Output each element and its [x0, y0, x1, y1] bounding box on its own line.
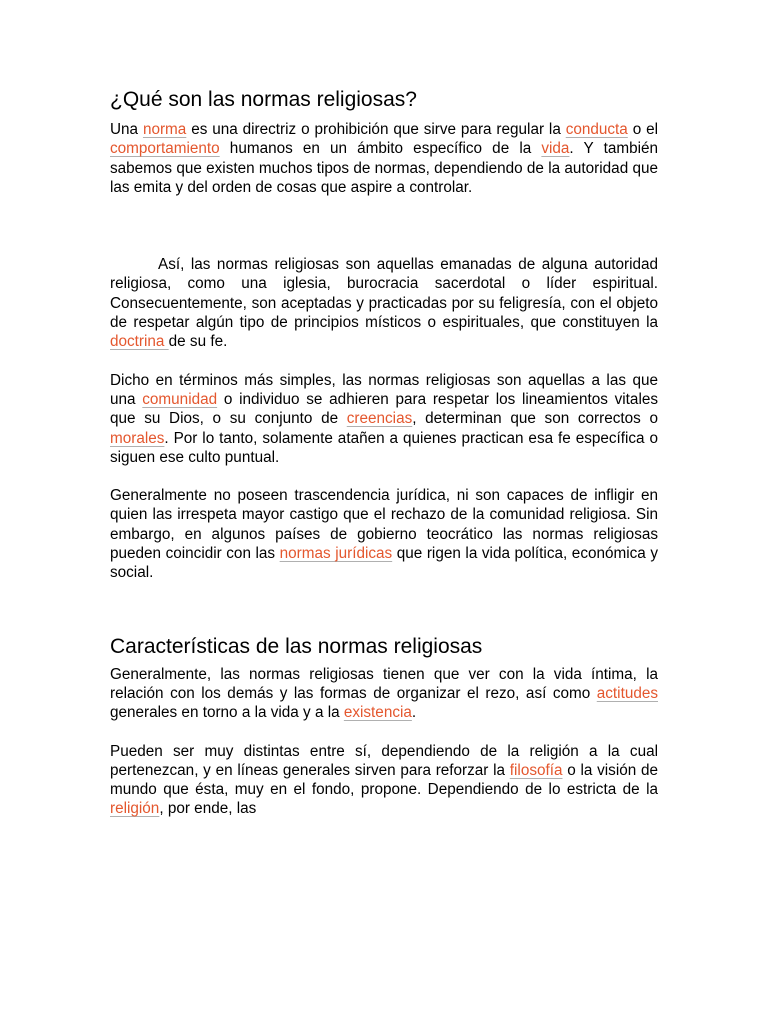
text-run: o la visión de mundo que ésta, muy en el fondo, propone. Dependiendo de lo estricta de la	[110, 761, 658, 799]
text-run: Dicho en términos más simples, las normas religiosas son aquellas a las que una	[110, 371, 658, 408]
text-run: es una directriz o prohibición que sirve para regular la	[186, 121, 566, 138]
link-existencia[interactable]: existencia	[343, 704, 412, 722]
link-doctrina[interactable]: doctrina	[110, 333, 169, 351]
document-content	[110, 86, 658, 819]
section-title-que-son: ¿Qué son las normas religiosas?	[110, 88, 417, 111]
paragraph-autoridad	[110, 255, 658, 351]
text-run: . Por lo tanto, solamente atañen a quienes practican esa fe específica o siguen ese culto puntual.	[110, 429, 658, 466]
link-normas-juridicas[interactable]: normas jurídicas	[279, 545, 393, 563]
link-filosofia[interactable]: filosofía	[509, 761, 563, 779]
link-religion[interactable]: religión	[110, 800, 160, 818]
link-morales[interactable]: morales	[110, 429, 165, 447]
text-run: Así, las normas religiosas son aquellas emanadas de alguna autoridad religiosa, como una iglesia, burocracia sacerdotal o líder espiritual. Consecuentemente, son aceptadas y practicadas por su feligresía, con el objeto de respetar algún tipo de principios místicos o espirituales, que constituyen la	[110, 256, 658, 332]
text-run: .	[411, 704, 417, 722]
link-norma[interactable]: norma	[142, 121, 187, 138]
link-comportamiento[interactable]: comportamiento	[110, 140, 220, 158]
text-run: , determinan que son correctos o	[412, 410, 658, 428]
text-run: . Y también sabemos que existen muchos tipos de normas, dependiendo de la autoridad que las emita y del orden de cosas que aspire a controlar.	[110, 140, 658, 196]
text-run: o individuo se adhieren para respetar los lineamientos vitales que su Dios, o su conjunto de	[110, 390, 658, 428]
link-comunidad[interactable]: comunidad	[142, 390, 218, 408]
text-run: , por ende, las	[159, 800, 257, 818]
text-run: que rigen la vida política, económica y social.	[110, 545, 658, 582]
paragraph-distintas	[110, 742, 658, 819]
section-title-caracteristicas: Características de las normas religiosas	[110, 634, 483, 658]
link-conducta[interactable]: conducta	[565, 121, 628, 138]
paragraph-terminos-simples	[110, 371, 658, 467]
paragraph-vida-intima	[110, 665, 658, 723]
text-run: humanos en un ámbito específico de la	[219, 140, 542, 158]
text-run: Pueden ser muy distintas entre sí, dependiendo de la religión a la cual pertenezcan, y en líneas generales sirven para reforzar la	[110, 742, 658, 779]
text-run: Generalmente no poseen trascendencia jurídica, ni son capaces de infligir en quien las irrespeta mayor castigo que el rechazo de la comunidad religiosa. Sin embargo, en algunos países de gobierno teocrático las normas religiosas pueden coincidir con las	[110, 487, 658, 563]
text-run: de su fe.	[168, 333, 228, 351]
text-run: Generalmente, las normas religiosas tienen que ver con la vida íntima, la relación con los demás y las formas de organizar el rezo, así como	[110, 665, 658, 702]
paragraph-definition	[110, 120, 658, 197]
text-run: Una	[110, 121, 143, 138]
text-run: generales en torno a la vida y a la	[110, 704, 344, 722]
paragraph-trascendencia	[110, 486, 658, 582]
link-creencias[interactable]: creencias	[346, 410, 413, 428]
link-actitudes[interactable]: actitudes	[596, 684, 658, 702]
text-run: o el	[627, 121, 659, 138]
link-vida[interactable]: vida	[541, 140, 570, 158]
